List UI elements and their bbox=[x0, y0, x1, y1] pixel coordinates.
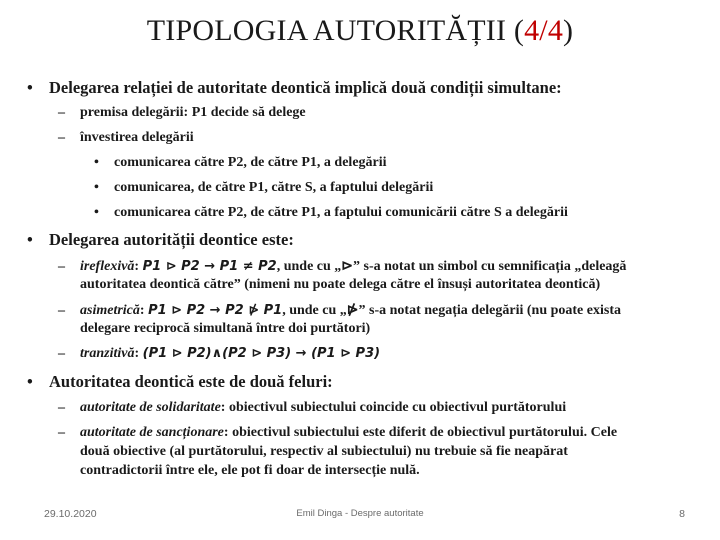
list-item-text: comunicarea către P2, de către P1, a delegării bbox=[114, 155, 387, 170]
bullet-2 bbox=[27, 230, 294, 250]
bullet-dot-icon: • bbox=[94, 205, 99, 220]
dash-icon: – bbox=[58, 130, 65, 145]
formula: (P1 ⊳ P2)∧(P2 ⊳ P3) → (P1 ⊳ P3) bbox=[142, 346, 381, 361]
property-text: , unde cu „⋫” s-a notat negația delegării (nu poate exista bbox=[282, 303, 621, 318]
formula: P1 ⊳ P2 → P2 ⋫ P1 bbox=[148, 303, 283, 318]
bullet-2-text: Delegarea autorității deontice este: bbox=[49, 230, 294, 249]
dash-icon: – bbox=[58, 303, 65, 318]
bullet-1-text: Delegarea relației de autoritate deontică implică două condiții simultane: bbox=[49, 78, 562, 97]
list-item-text: comunicarea către P2, de către P1, a faptului comunicării către S a delegării bbox=[114, 205, 568, 220]
footer-date: 29.10.2020 bbox=[44, 508, 97, 520]
bullet-dot-icon: • bbox=[94, 155, 99, 170]
list-item bbox=[94, 180, 433, 196]
dash-icon: – bbox=[58, 259, 65, 274]
dash-icon: – bbox=[58, 105, 65, 120]
footer-page-number: 8 bbox=[679, 508, 685, 520]
bullet-1 bbox=[27, 78, 562, 98]
bullet-1-sub-2-text: învestirea delegării bbox=[80, 130, 194, 145]
bullet-2-sub-1-cont: autoritatea deontică către” (nimeni nu poate delega către el însuși autoritatea deontică) bbox=[80, 277, 601, 292]
title-slide-number: 4/4 bbox=[524, 14, 564, 47]
property-term: tranzitivă bbox=[80, 346, 135, 361]
list-item-text: comunicarea, de către P1, către S, a faptului delegării bbox=[114, 180, 434, 195]
bullet-dot-icon: • bbox=[94, 180, 99, 195]
bullet-3-sub-1 bbox=[58, 400, 566, 416]
kind-text: : obiectivul subiectului coincide cu obiectivul purtătorului bbox=[220, 400, 567, 415]
bullet-3 bbox=[27, 372, 333, 392]
bullet-1-sub-1-text: premisa delegării: P1 decide să delege bbox=[80, 105, 306, 120]
bullet-3-text: Autoritatea deontică este de două feluri: bbox=[49, 372, 333, 391]
footer-author: Emil Dinga - Despre autoritate bbox=[296, 508, 424, 519]
kind-term: autoritate de sancționare bbox=[80, 425, 224, 440]
formula: P1 ⊳ P2 → P1 ≠ P2 bbox=[142, 259, 277, 274]
bullet-1-sub-2 bbox=[58, 130, 194, 146]
property-text: , unde cu „⊳” s-a notat un simbol cu semnificația „deleagă bbox=[276, 259, 627, 274]
bullet-3-sub-2 bbox=[58, 425, 617, 441]
bullet-dot-icon: • bbox=[27, 230, 33, 249]
bullet-3-sub-2-cont-1: două obiective (al purtătorului, respectiv al subiectului) nu trebuie să fie neapărat bbox=[80, 444, 568, 459]
dash-icon: – bbox=[58, 425, 65, 440]
bullet-dot-icon: • bbox=[27, 78, 33, 97]
title-close: ) bbox=[563, 14, 574, 47]
bullet-3-sub-2-cont-2: contradictorii între ele, ele pot fi doar de intersecție nulă. bbox=[80, 463, 420, 478]
bullet-2-sub-2-cont: delegare reciprocă simultană între doi purtători) bbox=[80, 321, 371, 336]
property-term: asimetrică bbox=[80, 303, 140, 318]
list-item bbox=[94, 155, 387, 171]
property-term: ireflexivă bbox=[80, 259, 135, 274]
kind-term: autoritate de solidaritate bbox=[80, 400, 221, 415]
bullet-dot-icon: • bbox=[27, 372, 33, 391]
bullet-2-sub-2: – asimetrică: P1 ⊳ P2 → P2 ⋫ P1, unde cu „⋫” s-a notat negația delegării (nu poate exista bbox=[58, 303, 621, 318]
kind-text: : obiectivul subiectului este diferit de obiectivul purtătorului. Cele bbox=[223, 425, 618, 440]
title-main: TIPOLOGIA AUTORITĂȚII ( bbox=[146, 14, 525, 47]
bullet-1-sub-1 bbox=[58, 105, 306, 121]
dash-icon: – bbox=[58, 400, 65, 415]
bullet-2-sub-1: – ireflexivă: P1 ⊳ P2 → P1 ≠ P2, unde cu „⊳” s-a notat un simbol cu semnificația „deleagă bbox=[58, 259, 627, 274]
list-item bbox=[94, 205, 568, 221]
dash-icon: – bbox=[58, 346, 65, 361]
slide-content bbox=[0, 74, 720, 494]
bullet-2-sub-3: – tranzitivă: (P1 ⊳ P2)∧(P2 ⊳ P3) → (P1 ⊳ P3) bbox=[58, 346, 381, 361]
slide-title bbox=[0, 14, 720, 48]
